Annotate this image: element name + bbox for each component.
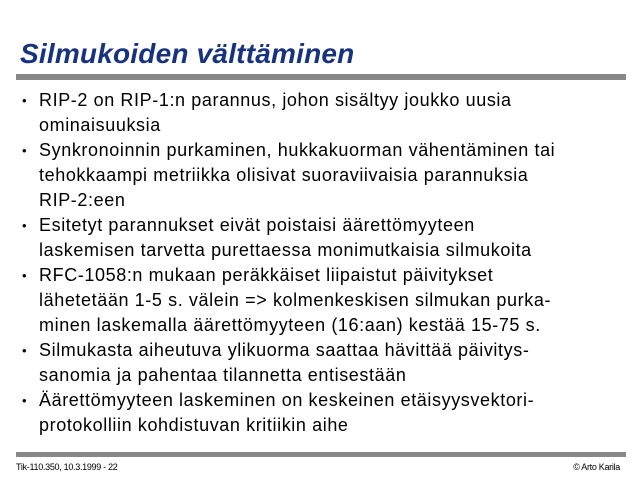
footer-divider <box>16 452 626 457</box>
bullet-line: RFC-1058:n mukaan peräkkäiset liipaistut päivitykset <box>39 265 494 285</box>
bullet-item <box>22 388 626 438</box>
bullet-line: tehokkaampi metriikka olisivat suoraviivaisia parannuksia <box>39 165 529 185</box>
bullet-line: lähetetään 1-5 s. välein => kolmenkeskisen silmukan purka- <box>39 290 552 310</box>
bullet-line: Äärettömyyteen laskeminen on keskeinen etäisyysvektori- <box>39 390 535 410</box>
bullet-item <box>22 213 626 263</box>
bullet-item <box>22 88 626 138</box>
bullet-line: Esitetyt parannukset eivät poistaisi äärettömyyteen <box>39 215 475 235</box>
title-divider <box>16 74 626 80</box>
bullet-item <box>22 138 626 213</box>
bullet-line: ominaisuuksia <box>39 115 161 135</box>
bullet-line: laskemisen tarvetta purettaessa monimutkaisia silmukoita <box>39 240 532 260</box>
bullet-line: RIP-2 on RIP-1:n parannus, johon sisältyy joukko uusia <box>39 90 512 110</box>
bullet-marker: • <box>22 393 28 408</box>
bullet-line: RIP-2:een <box>39 190 126 210</box>
bullet-item <box>22 338 626 388</box>
slide-title: Silmukoiden välttäminen <box>20 38 355 69</box>
footer-course-info: Tik-110.350, 10.3.1999 - 22 <box>16 462 118 472</box>
bullet-marker: • <box>22 143 28 158</box>
bullet-marker: • <box>22 343 28 358</box>
bullet-marker: • <box>22 268 28 283</box>
bullet-line: Synkronoinnin purkaminen, hukkakuorman vähentäminen tai <box>39 140 556 160</box>
bullet-line: minen laskemalla äärettömyyteen (16:aan) kestää 15-75 s. <box>39 315 541 335</box>
bullet-line: Silmukasta aiheutuva ylikuorma saattaa hävittää päivitys- <box>39 340 530 360</box>
bullet-list <box>22 88 626 438</box>
bullet-item <box>22 263 626 338</box>
bullet-marker: • <box>22 93 28 108</box>
bullet-line: protokolliin kohdistuvan kritiikin aihe <box>39 415 349 435</box>
bullet-line: sanomia ja pahentaa tilannetta entisestään <box>39 365 407 385</box>
bullet-marker: • <box>22 218 28 233</box>
footer-copyright: © Arto Karila <box>573 462 620 472</box>
